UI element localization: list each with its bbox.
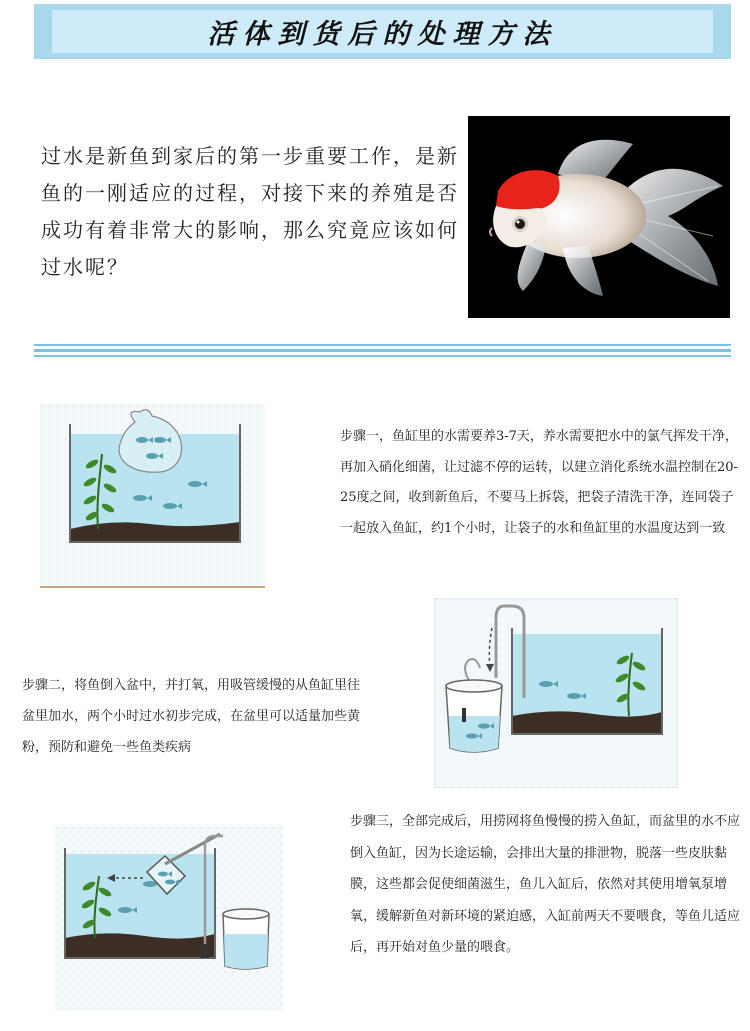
step1-illustration bbox=[40, 404, 265, 588]
divider-line bbox=[34, 349, 731, 352]
goldfish-illustration bbox=[468, 116, 730, 318]
goldfish-photo bbox=[468, 116, 730, 318]
intro-paragraph: 过水是新鱼到家后的第一步重要工作，是新鱼的一刚适应的过程，对接下来的养殖是否成功有着非常大的影响，那么究竟应该如何过水呢？ bbox=[41, 144, 459, 279]
page-title: 活体到货后的处理方法 bbox=[207, 19, 558, 50]
tank-with-bag-illustration bbox=[40, 404, 265, 588]
net-transfer-illustration bbox=[55, 826, 283, 1011]
section-divider bbox=[34, 344, 731, 358]
title-banner-inner bbox=[52, 10, 713, 53]
step2-text: 步骤二，将鱼倒入盆中，并打氧，用吸管缓慢的从鱼缸里往盆里加水，两个小时过水初步完成，在盆里可以适量加些黄粉，预防和避免一些鱼类疾病 bbox=[22, 678, 361, 755]
step2-illustration bbox=[434, 598, 678, 788]
step3-illustration bbox=[55, 826, 283, 1011]
step1-text: 步骤一，鱼缸里的水需要养3-7天，养水需要把水中的氯气挥发干净，再加入硝化细菌，让过滤不停的运转，以建立消化系统水温控制在20-25度之间，收到新鱼后，不要马上拆袋，把袋子清洗干净，连同袋子一起放入鱼缸，约1个小时，让袋子的水和鱼缸里的水温度达到一致 bbox=[340, 429, 738, 536]
divider-line bbox=[34, 344, 731, 346]
divider-line bbox=[34, 355, 731, 357]
title-banner bbox=[34, 4, 731, 59]
siphon-illustration bbox=[434, 598, 678, 788]
step3-text: 步骤三，全部完成后，用捞网将鱼慢慢的捞入鱼缸，而盆里的水不应倒入鱼缸，因为长途运输，会排出大量的排泄物，脱落一些皮肤黏膜，这些都会促使细菌滋生，鱼儿入缸后，依然对其使用增氧泵增氧，缓解新鱼对新环境的紧迫感，入缸前两天不要喂食，等鱼儿适应后，再开始对鱼少量的喂食。 bbox=[350, 814, 741, 955]
